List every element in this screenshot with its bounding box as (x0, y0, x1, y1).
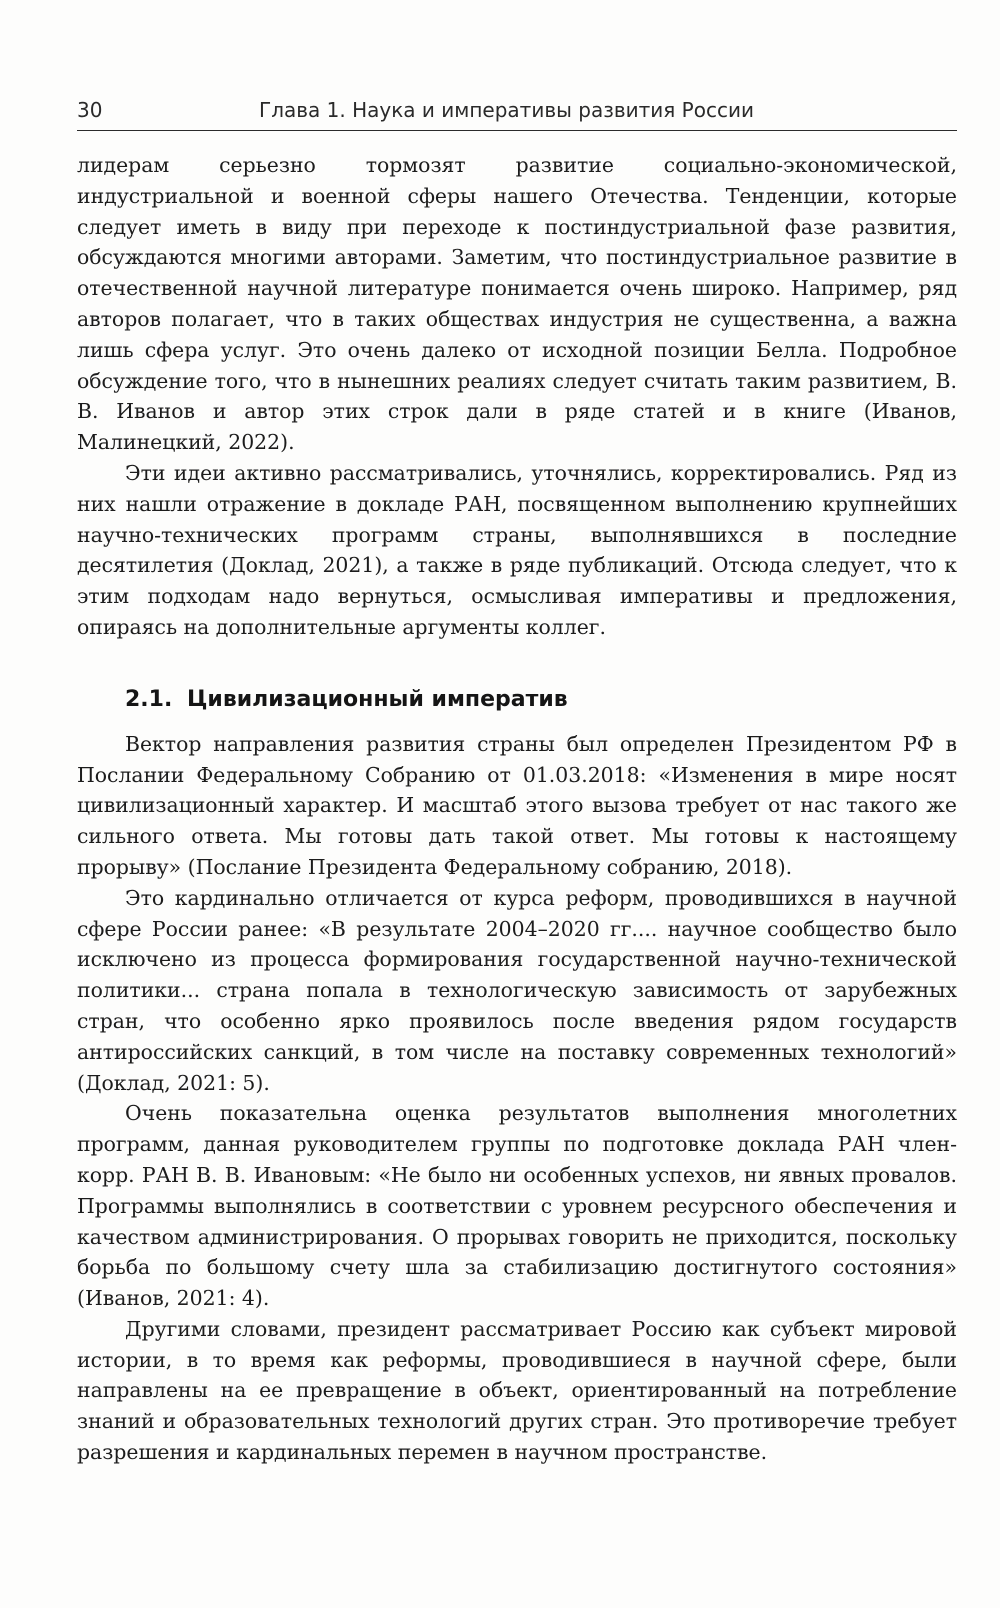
paragraph: Другими словами, президент рассматривает Россию как субъект мировой истории, в то время как реформы, проводившиеся в научной сфере, были направлены на ее превращение в объект, ориентированный на потребление знаний и образовательных технологий других стран. Это противоречие требует разрешения и кардинальных перемен в научном пространстве. (77, 1316, 957, 1465)
page-body (77, 150, 957, 1468)
paragraph: Это кардинально отличается от курса реформ, проводившихся в научной сфере России ранее: «В результате 2004–2020 гг.... научное сообщество было исключено из процесса формирования государственной научно-технической политики... страна попала в технологическую зависимость от зарубежных стран, что особенно ярко проявилось после введения рядом государств антироссийских санкций, в том числе на поставку современных технологий» (Доклад, 2021: 5). (77, 885, 957, 1095)
paragraph: Эти идеи активно рассматривались, уточнялись, корректировались. Ряд из них нашли отражение в докладе РАН, посвященном выполнению крупнейших научно-технических программ страны, выполнявшихся в последние десятилетия (Доклад, 2021), а также в ряде публикаций. Отсюда следует, что к этим подходам надо вернуться, осмысливая императивы и предложения, опираясь на дополнительные аргументы коллег. (77, 460, 957, 639)
page-number: 30 (77, 98, 103, 122)
chapter-title: Глава 1. Наука и императивы развития России (259, 98, 754, 122)
running-header (77, 96, 957, 131)
paragraph-continued: лидерам серьезно тормозят развитие социально-экономической, индустриальной и военной сферы нашего Отечества. Тенденции, которые следует иметь в виду при переходе к постиндустриальной фазе развития, обсуждаются многими авторами. Заметим, что постиндустриальное развитие в отечественной научной литературе понимается очень широко. Например, ряд авторов полагает, что в таких обществах индустрия не существенна, а важна лишь сфера услуг. Это очень далеко от исходной позиции Белла. Подробное обсуждение того, что в нынешних реалиях следует считать таким развитием, В. В. Иванов и автор этих строк дали в ряде статей и в книге (Иванов, Малинецкий, 2022). (77, 153, 957, 455)
section-title: Цивилизационный императив (187, 686, 568, 712)
paragraph: Очень показательна оценка результатов выполнения многолетних программ, данная руководителем группы по подготовке доклада РАН член-корр. РАН В. В. Ивановым: «Не было ни особенных успехов, ни явных провалов. Программы выполнялись в соответствии с уровнем ресурсного обеспечения и качеством администрирования. О прорывах говорить не приходится, поскольку борьба по большому счету шла за стабилизацию достигнутого состояния» (Иванов, 2021: 4). (77, 1101, 957, 1311)
section-heading (125, 685, 957, 715)
paragraph: Вектор направления развития страны был определен Президентом РФ в Послании Федеральному Собранию от 01.03.2018: «Изменения в мире носят цивилизационный характер. И масштаб этого вызова требует от нас такого же сильного ответа. Мы готовы дать такой ответ. Мы готовы к настоящему прорыву» (Послание Президента Федеральному собранию, 2018). (77, 731, 957, 879)
section-number: 2.1. (125, 686, 173, 712)
